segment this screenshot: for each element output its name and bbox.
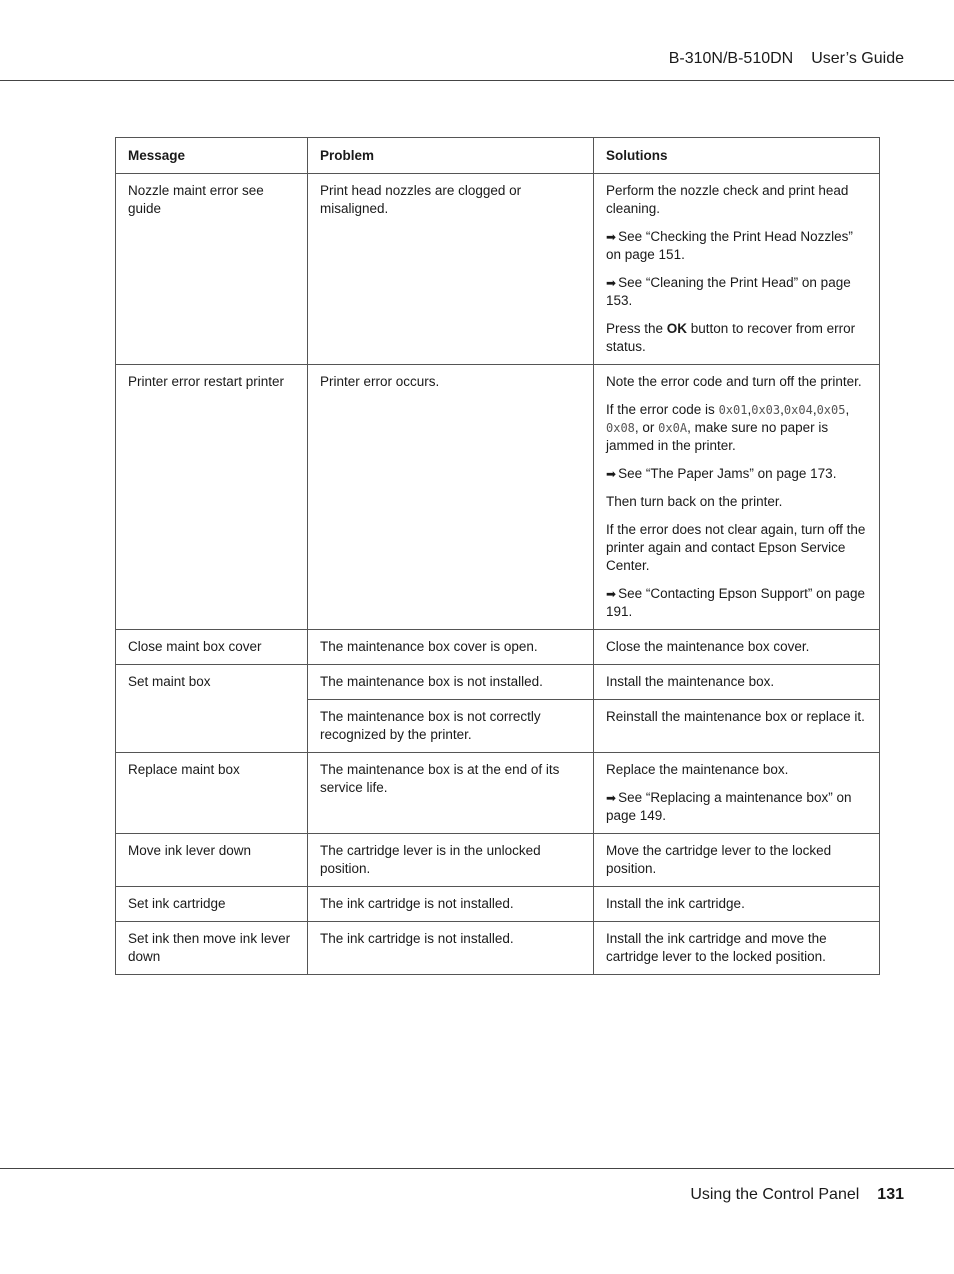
footer-rule xyxy=(0,1168,954,1169)
error-code: 0x0A xyxy=(658,421,688,435)
problem-cell: The maintenance box is not correctly recognized by the printer. xyxy=(308,700,594,753)
solution-text: If the error code is 0x01,0x03,0x04,0x05, 0x08, or 0x0A, make sure no paper is jammed in the printer. xyxy=(606,402,850,453)
table-row xyxy=(116,665,880,700)
column-header-solutions: Solutions xyxy=(594,138,880,174)
problem-cell: Printer error occurs. xyxy=(308,365,594,630)
arrow-right-icon: ➡ xyxy=(606,276,617,290)
cross-reference-link[interactable]: See “Contacting Epson Support” on page 191. xyxy=(606,586,865,619)
error-message-table xyxy=(115,137,880,975)
message-cell: Nozzle maint error see guide xyxy=(116,174,308,365)
solutions-cell xyxy=(594,365,880,630)
cross-reference xyxy=(606,465,870,483)
solutions-cell xyxy=(594,174,880,365)
table-row xyxy=(116,922,880,975)
error-code: 0x08 xyxy=(606,421,635,435)
header-guide: User’s Guide xyxy=(811,50,904,67)
table-row xyxy=(116,887,880,922)
problem-cell: The maintenance box is not installed. xyxy=(308,665,594,700)
ok-button-label: OK xyxy=(666,321,688,336)
message-cell: Replace maint box xyxy=(116,753,308,834)
message-cell: Close maint box cover xyxy=(116,630,308,665)
table-header-row xyxy=(116,138,880,174)
solution-text: Press the OK button to recover from error status. xyxy=(606,321,856,354)
message-cell: Set ink then move ink lever down xyxy=(116,922,308,975)
solutions-cell: Install the maintenance box. xyxy=(594,665,880,700)
message-cell: Printer error restart printer xyxy=(116,365,308,630)
arrow-right-icon: ➡ xyxy=(606,230,617,244)
error-code: 0x04 xyxy=(783,403,813,417)
cross-reference-link[interactable]: See “Replacing a maintenance box” on page 149. xyxy=(606,790,852,823)
problem-cell: The maintenance box is at the end of its service life. xyxy=(308,753,594,834)
message-cell: Move ink lever down xyxy=(116,834,308,887)
problem-cell: The ink cartridge is not installed. xyxy=(308,922,594,975)
solutions-cell: Reinstall the maintenance box or replace it. xyxy=(594,700,880,753)
error-code: 0x05 xyxy=(816,403,846,417)
page-header xyxy=(669,50,904,68)
table-row xyxy=(116,174,880,365)
error-code: 0x03 xyxy=(751,403,781,417)
arrow-right-icon: ➡ xyxy=(606,467,617,481)
solutions-cell: Move the cartridge lever to the locked position. xyxy=(594,834,880,887)
problem-cell: The maintenance box cover is open. xyxy=(308,630,594,665)
cross-reference xyxy=(606,274,870,310)
cross-reference xyxy=(606,228,870,264)
arrow-right-icon: ➡ xyxy=(606,587,617,601)
page-number: 131 xyxy=(877,1186,904,1203)
cross-reference-link[interactable]: See “Checking the Print Head Nozzles” on page 151. xyxy=(606,229,853,262)
arrow-right-icon: ➡ xyxy=(606,791,617,805)
error-code: 0x01 xyxy=(718,403,748,417)
solutions-cell: Close the maintenance box cover. xyxy=(594,630,880,665)
solution-text: Then turn back on the printer. xyxy=(606,494,783,509)
cross-reference-link[interactable]: See “Cleaning the Print Head” on page 153. xyxy=(606,275,851,308)
table-row xyxy=(116,365,880,630)
header-rule xyxy=(0,80,954,81)
cross-reference xyxy=(606,789,870,825)
table-row xyxy=(116,753,880,834)
table-row xyxy=(116,834,880,887)
column-header-problem: Problem xyxy=(308,138,594,174)
solution-text: Note the error code and turn off the printer. xyxy=(606,374,862,389)
header-model: B-310N/B-510DN xyxy=(668,50,794,67)
problem-cell: The cartridge lever is in the unlocked position. xyxy=(308,834,594,887)
cross-reference xyxy=(606,585,870,621)
problem-cell: The ink cartridge is not installed. xyxy=(308,887,594,922)
footer-section: Using the Control Panel xyxy=(690,1186,860,1203)
problem-cell: Print head nozzles are clogged or misaligned. xyxy=(308,174,594,365)
solution-text: Replace the maintenance box. xyxy=(606,762,789,777)
cross-reference-link[interactable]: See “The Paper Jams” on page 173. xyxy=(618,466,837,481)
solution-text: If the error does not clear again, turn off the printer again and contact Epson Service Center. xyxy=(606,522,866,573)
table-row xyxy=(116,630,880,665)
solutions-cell xyxy=(594,753,880,834)
message-cell: Set maint box xyxy=(116,665,308,753)
message-cell: Set ink cartridge xyxy=(116,887,308,922)
solutions-cell: Install the ink cartridge. xyxy=(594,887,880,922)
solutions-cell: Install the ink cartridge and move the cartridge lever to the locked position. xyxy=(594,922,880,975)
solution-text: Perform the nozzle check and print head cleaning. xyxy=(606,183,849,216)
page-footer xyxy=(690,1186,904,1204)
column-header-message: Message xyxy=(116,138,308,174)
